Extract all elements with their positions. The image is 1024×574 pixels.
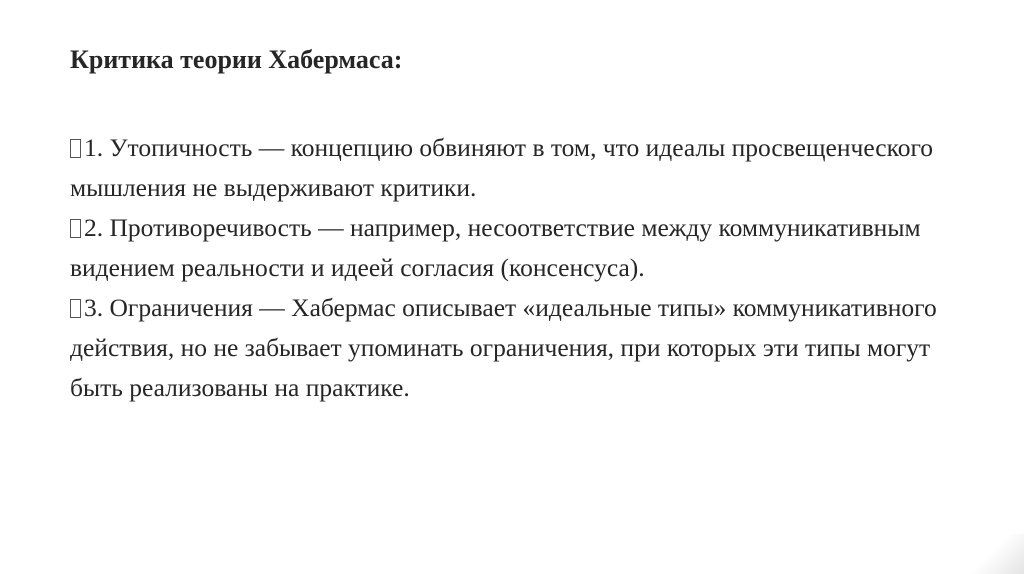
list-item-utopianism <box>70 128 970 208</box>
list-item-limitations <box>70 288 970 408</box>
bullet-box-icon <box>70 219 81 238</box>
list-item-text: 2. Противоречивость — например, несоответствие между коммуникативным видением реальности и идеей согласия (консенсуса). <box>70 213 921 282</box>
list-item-contradiction <box>70 208 970 288</box>
bullet-box-icon <box>70 299 81 318</box>
bullet-box-icon <box>70 139 81 158</box>
list-item-text: 3. Ограничения — Хабермас описывает «идеальные типы» коммуникативного действия, но не забывает упоминать ограничения, при которых эти типы могут быть реализованы на практике. <box>70 293 937 402</box>
title-spacer <box>70 82 970 128</box>
list-item-text: 1. Утопичность — концепцию обвиняют в том, что идеалы просвещенческого мышления не выдерживают критики. <box>70 133 934 202</box>
slide-content <box>70 38 970 408</box>
slide-corner-shadow <box>954 534 1024 574</box>
slide-title: Критика теории Хабермаса: <box>70 45 403 74</box>
